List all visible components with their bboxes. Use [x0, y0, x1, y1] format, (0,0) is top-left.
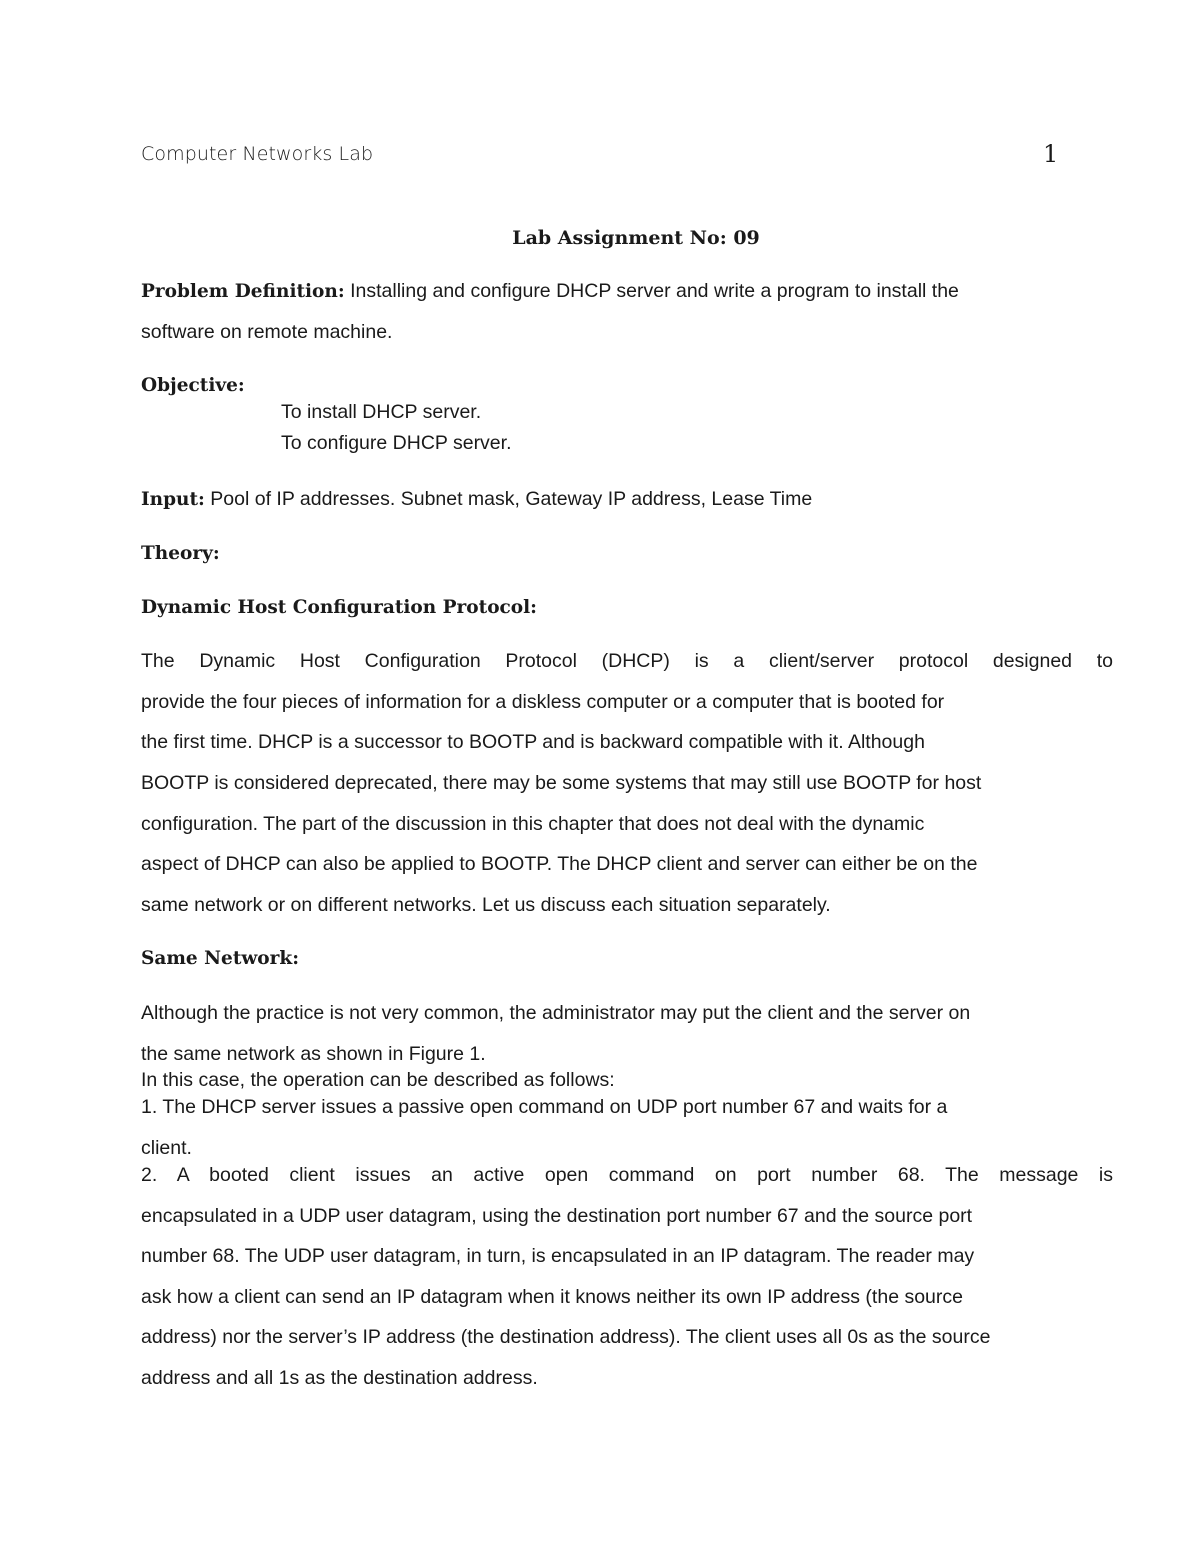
dhcp-paragraph-line: The Dynamic Host Configuration Protocol (DHCP) is a client/server protocol designed to: [141, 650, 1113, 672]
same-network-line: address) nor the server’s IP address (the destination address). The client uses all 0s as the source: [141, 1326, 991, 1348]
dhcp-paragraph-line: the first time. DHCP is a successor to BOOTP and is backward compatible with it. Although: [141, 731, 925, 753]
same-network-line: the same network as shown in Figure 1.: [141, 1043, 486, 1065]
theory-heading: Theory:: [141, 543, 220, 564]
dhcp-paragraph-line: same network or on different networks. Let us discuss each situation separately.: [141, 894, 831, 916]
objective-item-text: To configure DHCP server.: [281, 432, 512, 454]
same-network-line: ask how a client can send an IP datagram when it knows neither its own IP address (the source: [141, 1286, 963, 1308]
dhcp-heading: Dynamic Host Configuration Protocol:: [141, 597, 537, 618]
same-network-line: client.: [141, 1137, 192, 1159]
page-number: 1: [1043, 140, 1059, 168]
same-network-line: Although the practice is not very common, the administrator may put the client and the server on: [141, 1002, 971, 1024]
running-header: Computer Networks Lab: [141, 143, 374, 165]
objective-item: [245, 401, 481, 424]
problem-definition-line-2: software on remote machine.: [141, 321, 393, 343]
same-network-heading: Same Network:: [141, 948, 300, 969]
same-network-line: In this case, the operation can be described as follows:: [141, 1069, 615, 1091]
problem-definition-label: Problem Definition:: [141, 281, 345, 302]
dhcp-paragraph-line: aspect of DHCP can also be applied to BOOTP. The DHCP client and server can either be on the: [141, 853, 978, 875]
problem-definition-line-1: [141, 280, 959, 303]
same-network-line: 1. The DHCP server issues a passive open command on UDP port number 67 and waits for a: [141, 1096, 948, 1118]
objective-item: [245, 432, 512, 455]
dhcp-paragraph-line: configuration. The part of the discussion in this chapter that does not deal with the dynamic: [141, 813, 925, 835]
same-network-line: 2. A booted client issues an active open command on port number 68. The message is: [141, 1164, 1113, 1186]
input-label: Input:: [141, 489, 205, 510]
dhcp-paragraph-line: BOOTP is considered deprecated, there may be some systems that may still use BOOTP for host: [141, 772, 982, 794]
assignment-title: Lab Assignment No: 09: [512, 227, 760, 249]
same-network-line: number 68. The UDP user datagram, in turn, is encapsulated in an IP datagram. The reader may: [141, 1245, 975, 1267]
same-network-line: address and all 1s as the destination address.: [141, 1367, 538, 1389]
objective-label: Objective:: [141, 375, 245, 396]
input-text: Pool of IP addresses. Subnet mask, Gateway IP address, Lease Time: [204, 488, 813, 510]
same-network-line: encapsulated in a UDP user datagram, using the destination port number 67 and the source port: [141, 1205, 973, 1227]
input-line: [141, 488, 812, 511]
objective-item-text: To install DHCP server.: [281, 401, 482, 423]
problem-definition-text-1: Installing and configure DHCP server and write a program to install the: [344, 280, 959, 302]
dhcp-paragraph-line: provide the four pieces of information for a diskless computer or a computer that is booted for: [141, 691, 945, 713]
